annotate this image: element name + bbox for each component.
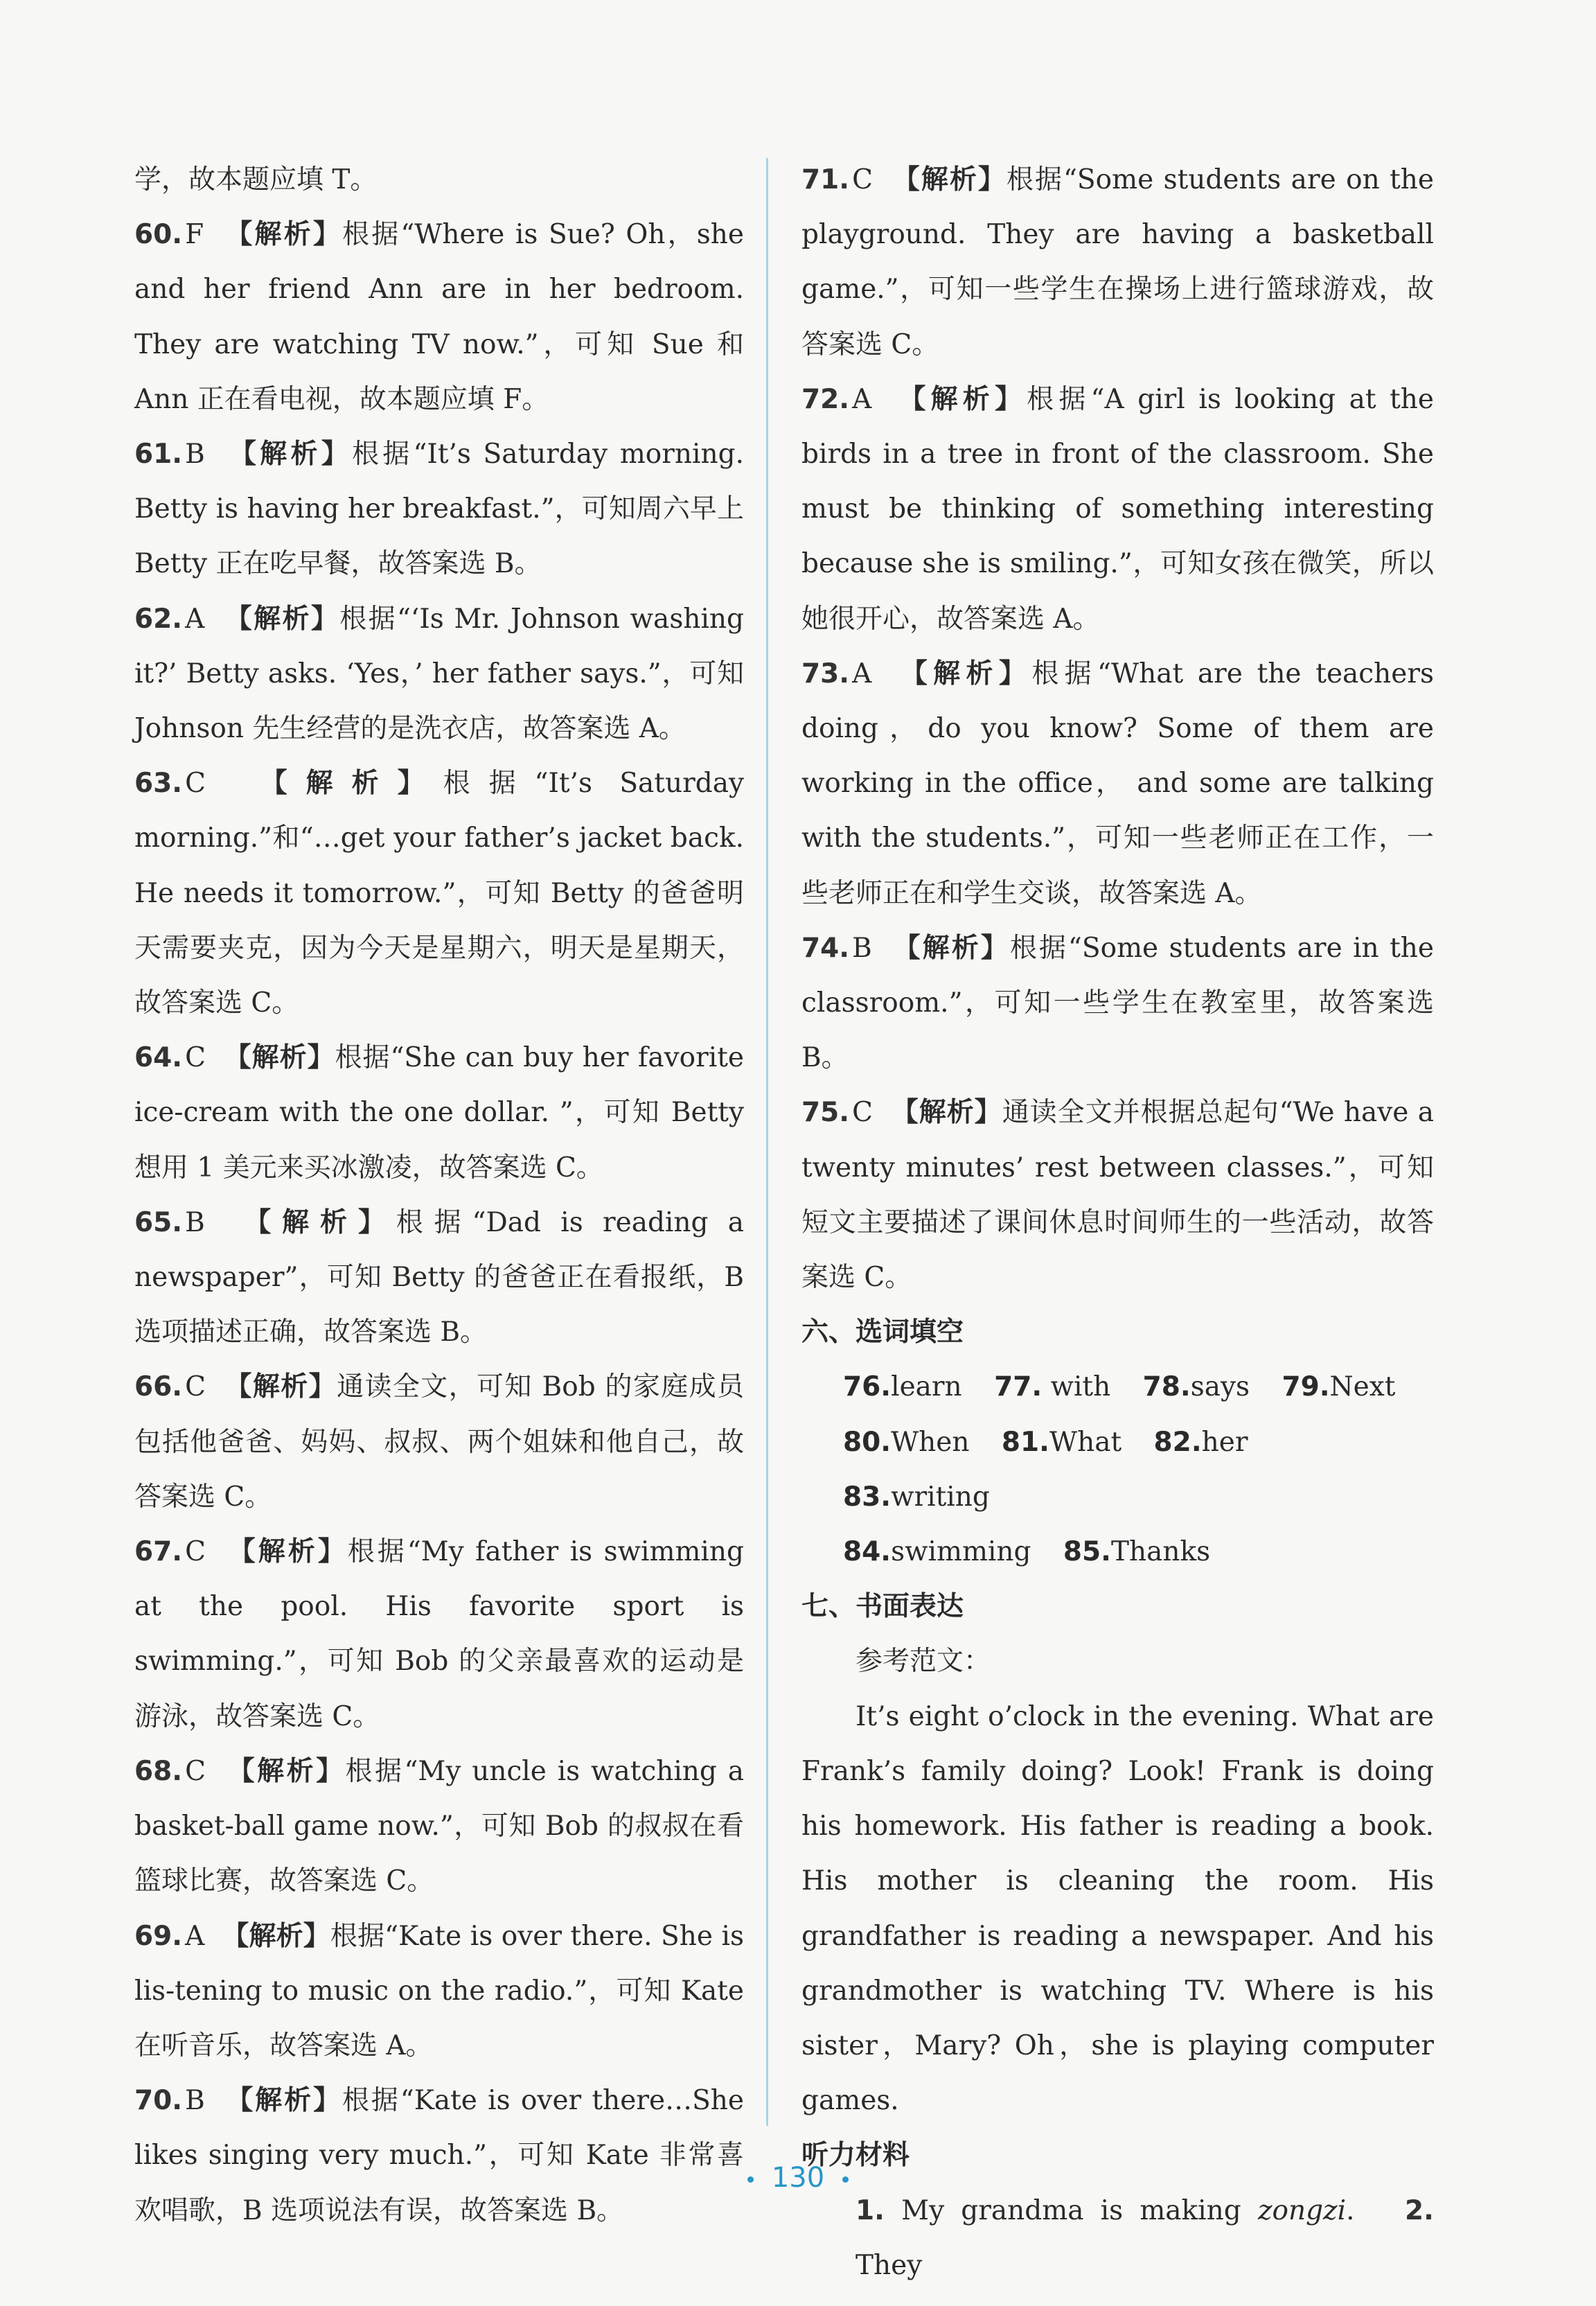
reference-essay-label: 参考范文： — [855, 1646, 991, 1678]
fill-item-84: 84.swimming — [843, 1536, 1031, 1568]
page-dot-right — [842, 2176, 849, 2183]
answer-item-61: 61. B 【解析】根据“It’s Saturday morning. Betty is having her breakfast.”，可知周六早上 Betty 正在吃早餐，故答案选 B。 — [134, 439, 744, 580]
answer-item-65: 65. B 【解析】根据“Dad is reading a newspaper”，可知 Betty 的爸爸正在看报纸，B 选项描述正确，故答案选 B。 — [134, 1206, 744, 1348]
section-six-title: 六、选词填空 — [801, 1317, 964, 1348]
section-seven-title: 七、书面表达 — [801, 1591, 964, 1623]
answer-item-63: 63. C 【解析】根据“It’s Saturday morning.”和“…get your father’s jacket back. He needs it tomorrow.”，可知 Betty 的爸爸明天需要夹克，因为今天是星期六，明天是星期天，故答案选 C。 — [134, 768, 744, 1019]
column-divider — [766, 158, 768, 2126]
listening-material-text: 1. My grandma is making zongzi. 2. They — [855, 2194, 1434, 2281]
reference-essay: It’s eight o’clock in the evening. What are Frank’s family doing? Look! Frank is doing his homework. His father is reading a book. His mother is cleaning the room. His grandfather is reading a newspaper. And his grandmother is watching TV. Where is his sister，Mary? Oh，she is playing computer games. — [801, 1700, 1434, 2117]
answer-item-73: 73. A 【解析】根据“What are the teachers doing，do you know? Some of them are working in the office， and some are talking with the students.”，可知一些老师正在工作，一些老师正在和学生交谈，故答案选 A。 — [801, 658, 1434, 909]
listening-material-title: 听力材料 — [801, 2140, 910, 2172]
answer-item-75: 75. C 【解析】通读全文并根据总起句“We have a twenty minutes’ rest between classes.”，可知短文主要描述了课间休息时间师生的一些活动，故答案选 C。 — [801, 1097, 1435, 1294]
fill-item-83: 83.writing — [843, 1481, 990, 1513]
answer-item-60: 60. F 【解析】根据“Where is Sue? Oh，she and her friend Ann are in her bedroom. They are watching TV now.”，可知 Sue 和 Ann 正在看电视，故本题应填 F。 — [134, 219, 744, 415]
left-carry-text: 学，故本题应填 T。 — [134, 164, 378, 195]
page-dot-left — [747, 2176, 754, 2183]
answer-item-67: 67. C 【解析】根据“My father is swimming at the pool. His favorite sport is swimming.”，可知 Bob 的父亲最喜欢的运动是游泳，故答案选 C。 — [134, 1536, 744, 1732]
fill-item-82: 82.her — [1153, 1426, 1248, 1458]
answer-item-74: 74. B 【解析】根据“Some students are in the classroom.”，可知一些学生在教室里，故答案选 B。 — [801, 932, 1434, 1074]
right-column — [801, 152, 1434, 2293]
fill-item-78: 78.says — [1142, 1371, 1250, 1403]
fill-item-80: 80.When — [843, 1426, 970, 1458]
fill-row-2 — [801, 1415, 1434, 1524]
fill-item-85: 85.Thanks — [1063, 1536, 1211, 1568]
answer-item-69: 69. A 【解析】根据“Kate is over there. She is lis-tening to music on the radio.”，可知 Kate 在听音乐，故答案选 A。 — [134, 1920, 744, 2061]
fill-row-1 — [801, 1359, 1434, 1414]
answer-item-71: 71. C 【解析】根据“Some students are on the playground. They are having a basketball game.”，可知一些学生在操场上进行篮球游戏，故答案选 C。 — [801, 164, 1434, 360]
fill-row-3 — [801, 1524, 1434, 1579]
fill-item-79: 79.Next — [1282, 1371, 1396, 1403]
answer-item-70: 70. B 【解析】根据“Kate is over there…She likes singing very much.”，可知 Kate 非常喜欢唱歌，B 选项说法有误，故答案选 B。 — [134, 2085, 744, 2226]
answer-item-68: 68. C 【解析】根据“My uncle is watching a basket-ball game now.”，可知 Bob 的叔叔在看篮球比赛，故答案选 C。 — [134, 1755, 744, 1897]
fill-item-77: 77. with — [994, 1371, 1111, 1403]
fill-item-81: 81.What — [1001, 1426, 1122, 1458]
answer-item-64: 64. C 【解析】根据“She can buy her favorite ice-cream with the one dollar. ”，可知 Betty 想用 1 美元来买冰激凌，故答案选 C。 — [134, 1042, 744, 1183]
left-column — [134, 152, 744, 2238]
fill-item-76: 76.learn — [843, 1371, 962, 1403]
answer-item-66: 66. C 【解析】通读全文，可知 Bob 的家庭成员包括他爸爸、妈妈、叔叔、两个姐妹和他自己，故答案选 C。 — [134, 1371, 744, 1513]
page-number: 130 — [0, 2162, 1596, 2194]
answer-item-72: 72. A 【解析】根据“A girl is looking at the birds in a tree in front of the classroom. She must be thinking of something interesting because she is smiling.”，可知女孩在微笑，所以她很开心，故答案选 A。 — [801, 383, 1434, 635]
answer-item-62: 62. A 【解析】根据“‘Is Mr. Johnson washing it?’ Betty asks. ‘Yes，’ her father says.”，可知 Johnson 先生经营的是洗衣店，故答案选 A。 — [134, 603, 745, 745]
